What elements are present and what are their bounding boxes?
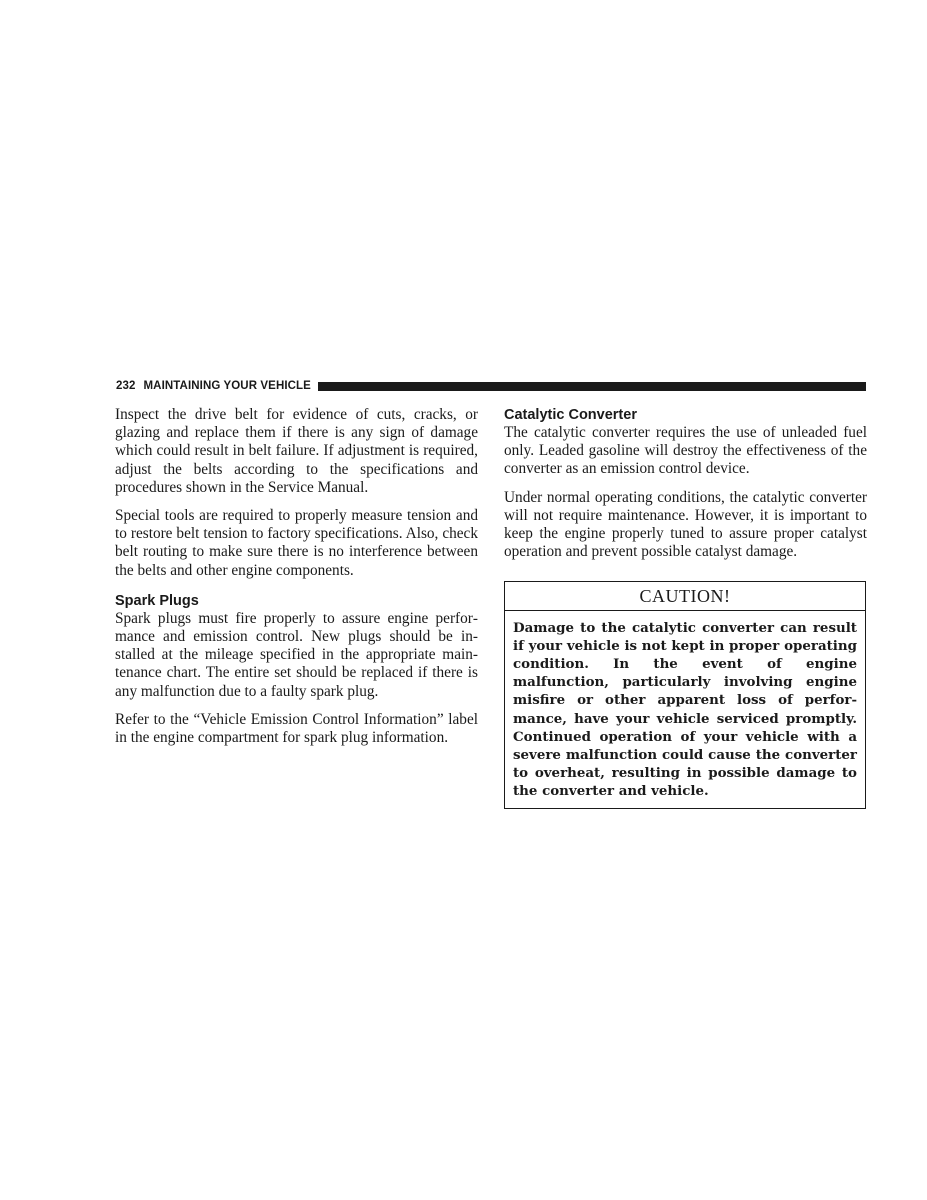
spark-plug-label-paragraph: Refer to the “Vehicle Emission Control Information” label in the engine compartment for spark plug information. <box>115 710 478 747</box>
page-number: 232 <box>116 380 136 392</box>
special-tools-paragraph: Special tools are required to properly measure tension and to restore belt tension to factory specifications. Also, check belt routing to make sure there is no interference between the belts and other engine components. <box>115 507 478 579</box>
page-header <box>116 379 866 393</box>
caution-title: CAUTION! <box>505 582 865 610</box>
header-rule <box>318 382 866 391</box>
spark-plugs-heading: Spark Plugs <box>115 592 199 609</box>
section-title: MAINTAINING YOUR VEHICLE <box>143 380 311 392</box>
caution-text: Damage to the catalytic converter can result if your vehicle is not kept in proper operating condition. In the event of engine malfunction, particularly involving engine misfire or other apparent loss of performance, have your vehicle serviced promptly. Continued operation of your vehicle with a severe malfunction could cause the converter to overheat, resulting in possible damage to the converter and vehicle. <box>513 619 857 800</box>
catalytic-converter-heading: Catalytic Converter <box>504 407 637 423</box>
left-column <box>115 406 478 757</box>
caution-box <box>504 581 866 808</box>
spark-plugs-paragraph: Spark plugs must fire properly to assure engine performance and emission control. New plugs should be installed at the mileage specified in the appropriate maintenance chart. The entire set should be replaced if there is any malfunction due to a faulty spark plug. <box>115 609 478 700</box>
right-column <box>504 406 867 809</box>
catalytic-fuel-paragraph: The catalytic converter requires the use of unleaded fuel only. Leaded gasoline will destroy the effectiveness of the converter as an emission control device. <box>504 424 867 478</box>
catalytic-maintenance-paragraph: Under normal operating conditions, the catalytic converter will not require maintenance. However, it is important to keep the engine properly tuned to assure proper catalyst operation and prevent possible catalyst damage. <box>504 488 867 561</box>
drive-belt-paragraph: Inspect the drive belt for evidence of cuts, cracks, or glazing and replace them if there is any sign of damage which could result in belt failure. If adjustment is required, adjust the belts according to the specifications and procedures shown in the Service Manual. <box>115 406 478 496</box>
